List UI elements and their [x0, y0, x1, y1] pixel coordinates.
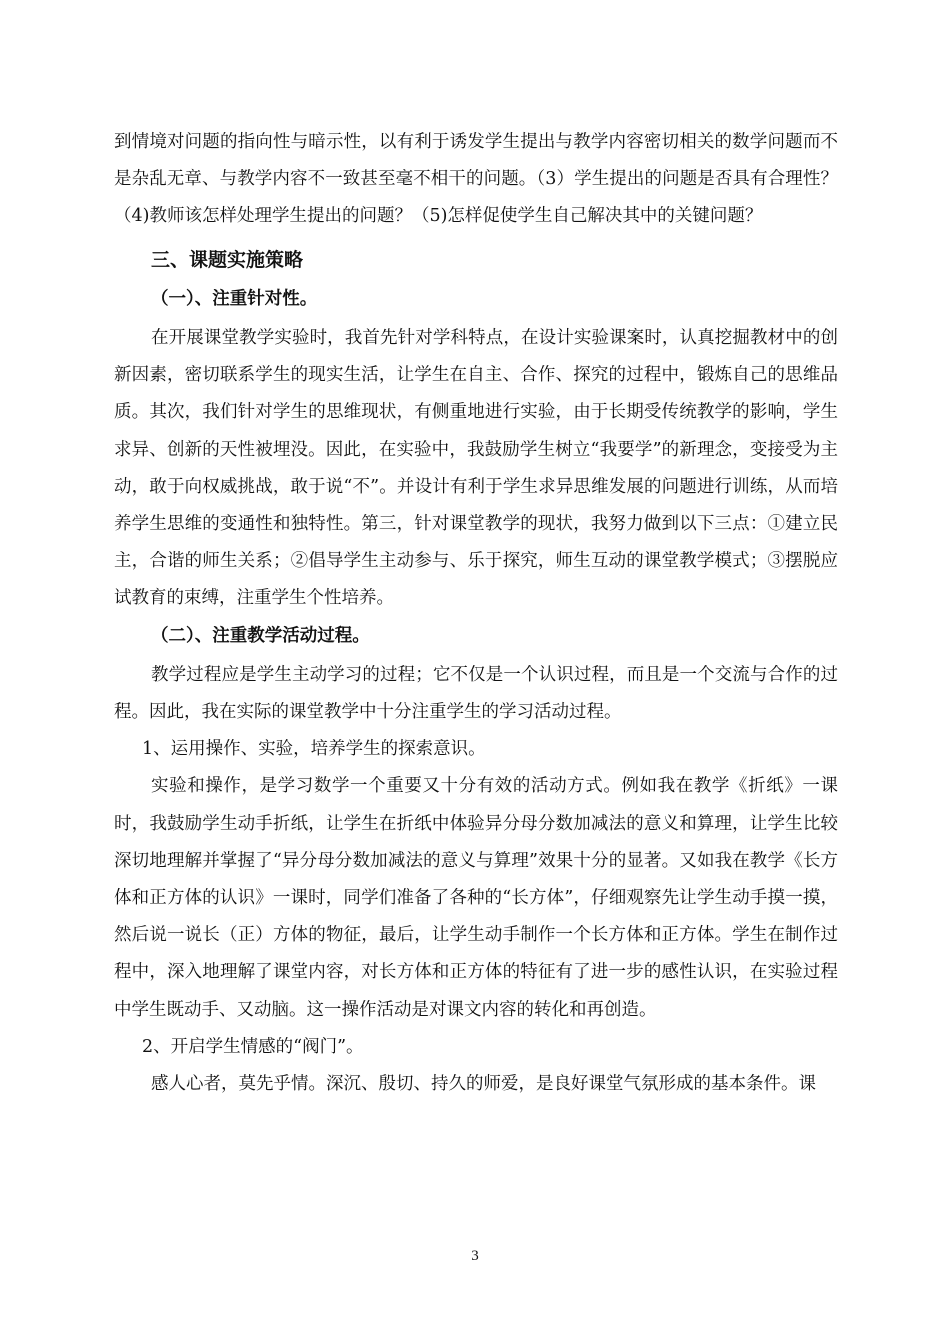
paragraph-targeting: 在开展课堂教学实验时，我首先针对学科特点，在设计实验课案时，认真挖掘教材中的创新因素，密切联系学生的现实生活，让学生在自主、合作、探究的过程中，锻炼自己的思维品质。其次，我们针对学生的思维现状，有侧重地进行实验，由于长期受传统教学的影响，学生求异、创新的天性被埋没。因此，在实验中，我鼓励学生树立“我要学”的新理念，变接受为主动，敢于向权威挑战，敢于说“不”。并设计有利于学生求异思维发展的问题进行训练，从而培养学生思维的变通性和独特性。第三，针对课堂教学的现状，我努力做到以下三点：①建立民主，合谐的师生关系；②倡导学生主动参与、乐于探究，师生互动的课堂教学模式；③摆脱应试教育的束缚，注重学生个性培养。	[114, 328, 838, 609]
page-body	[114, 124, 838, 1103]
paragraph-experiment: 实验和操作，是学习数学一个重要又十分有效的活动方式。例如我在教学《折纸》一课时，我鼓励学生动手折纸，让学生在折纸中体验异分母分数加减法的意义和算理，让学生比较深切地理解并掌握了“异分母分数加减法的意义与算理”效果十分的显著。又如我在教学《长方体和正方体的认识》一课时，同学们准备了各种的“长方体”，仔细观察先让学生动手摸一摸，然后说一说长（正）方体的物征，最后，让学生动手制作一个长方体和正方体。学生在制作过程中，深入地理解了课堂内容，对长方体和正方体的特征有了进一步的感性认识，在实验过程中学生既动手、又动脑。这一操作活动是对课文内容的转化和再创造。	[114, 776, 838, 1020]
paragraph-emotion: 感人心者，莫先乎情。深沉、殷切、持久的师爱，是良好课堂气氛形成的基本条件。课	[151, 1074, 816, 1095]
paragraph-continuation: 到情境对问题的指向性与暗示性，以有利于诱发学生提出与教学内容密切相关的数学问题而不是杂乱无章、与教学内容不一致甚至毫不相干的问题。（3）学生提出的问题是否具有合理性？（4)教师该怎样处理学生提出的问题？（5)怎样促使学生自己解决其中的关键问题？	[114, 132, 838, 227]
subsection-heading-1: （一）、注重针对性。	[151, 288, 318, 309]
page-number: 3	[471, 1248, 479, 1264]
section-heading: 三、课题实施策略	[151, 248, 304, 271]
paragraph-teaching-process: 教学过程应是学生主动学习的过程；它不仅是一个认识过程，而且是一个交流与合作的过程。因此，我在实际的课堂教学中十分注重学生的学习活动过程。	[114, 664, 838, 723]
list-item-heading-2: 2、开启学生情感的“阀门”。	[142, 1036, 364, 1057]
subsection-heading-2: （二）、注重教学活动过程。	[151, 625, 370, 646]
list-item-heading-1: 1、运用操作、实验，培养学生的探索意识。	[142, 739, 486, 760]
